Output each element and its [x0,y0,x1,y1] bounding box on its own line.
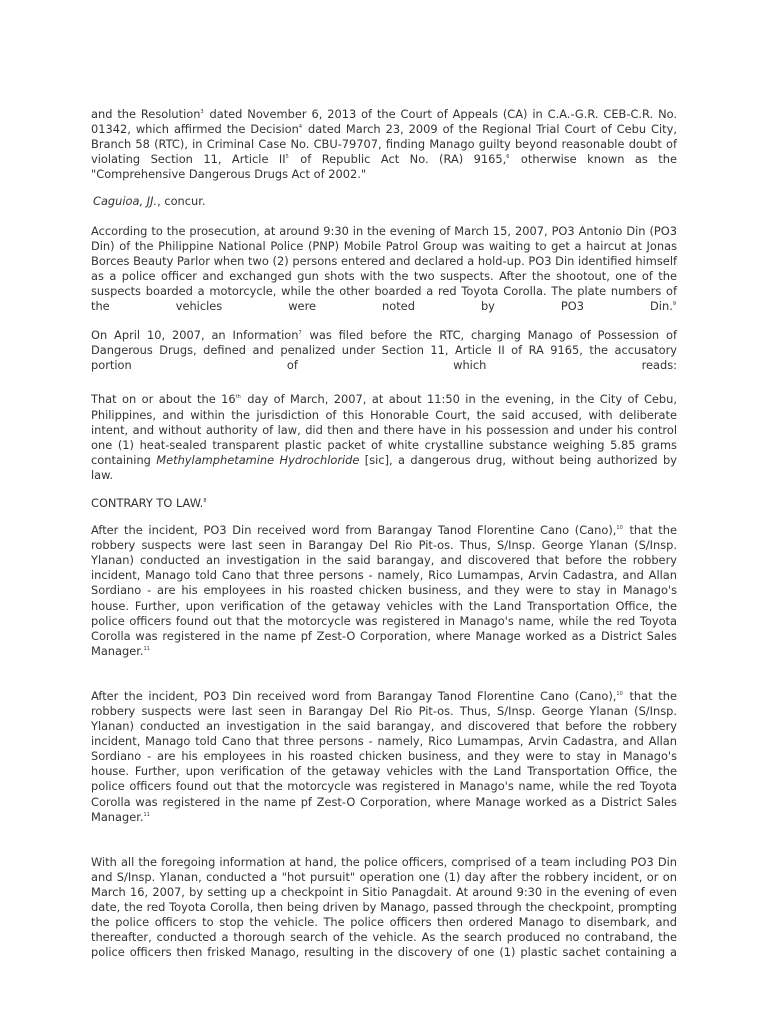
foregoing-paragraph: With all the foregoing information at hand, the police officers, comprised of a team including PO3 Din and S/Insp. Ylanan, conducted a "hot pursuit" operation one (1) day after the robbery incident, or on March 16, 2007, by setting up a checkpoint in Sitio Panagdait. At around 9:30 in the evening of even date, the red Toyota Corolla, then being driven by Manago, passed through the checkpoint, prompting the police officers to stop the vehicle. The police officers then ordered Manago to disembark, and thereafter, conducted a thorough search of the vehicle. As the search produced no contraband, the police officers then frisked Manago, resulting in the discovery of one (1) plastic sachet containing a [91,854,677,960]
incident-paragraph-repeat: After the incident, PO3 Din received word from Barangay Tanod Florentine Cano (Cano),$^{10}$ that the robbery suspects were last seen in Barangay Del Rio Pit-os. Thus, S/Insp. George Ylanan (S/Insp. Ylanan) conducted an investigation in the said barangay, and discovered that before the robbery incident, Manago told Cano that three persons - namely, Rico Lumampas, Arvin Cadastra, and Allan Sordiano - are his employees in his roasted chicken business, and they were to stay in Manago's house. Further, upon verification of the getaway vehicles with the Land Transportation Office, the police officers found out that the motorcycle was registered in Manago's name, while the red Toyota Corolla was registered in the name pf Zest-O Corporation, where Manage worked as a District Sales Manager.$^{11}$ [91,688,677,824]
footnote-ref[interactable]: 10 [616,525,623,532]
accusatory-paragraph: That on or about the 16th day of March, 2007, at about 11:50 in the evening, in the City of Cebu, Philippines, and within the jurisdiction of this Honorable Court, the said accused, with deliberate intent, and without authority of law, did then and there have in his possession and under his control one (1) heat-sealed transparent plastic packet of white crystalline substance weighing 5.85 grams containing Methylamphetamine Hydrochloride [sic], a dangerous drug, without being authorized by law. [91,392,677,482]
ordinal-suffix: th [235,394,241,401]
footnote-ref[interactable]: 11 [143,811,150,818]
document-page [91,107,677,960]
footnote-ref[interactable]: 6 [506,154,510,161]
footnote-ref[interactable]: 9 [672,301,676,308]
footnote-ref[interactable]: 8 [203,497,207,504]
intro-paragraph: and the Resolution$^3$ dated November 6, 2013 of the Court of Appeals (CA) in C.A.-G.R. CEB-C.R. No. 01342, which affirmed the Decision$^4$ dated March 23, 2009 of the Regional Trial Court of Cebu City, Branch 58 (RTC), in Criminal Case No. CBU-79707, finding Manago guilty beyond reasonable doubt of violating Section 11, Article $II^5$ of Republic Act No. (RA) 9165,$^6$ otherwise known as the "Comprehensive Dangerous Drugs Act of 2002." [91,107,678,182]
footnote-ref[interactable]: 5 [285,154,289,161]
footnote-ref[interactable]: 10 [616,690,623,697]
justice-name: Caguioa, JJ. [93,194,158,209]
drug-name: Methylamphetamine Hydrochloride [156,452,360,467]
concur-line: Caguioa, JJ., concur. [93,194,206,209]
prosecution-paragraph: According to the prosecution, at around 9:30 in the evening of March 15, 2007, PO3 Antonio Din (PO3 Din) of the Philippine National Police (PNP) Mobile Patrol Group was waiting to get a haircut at Jonas Borces Beauty Parlor when two (2) persons entered and declared a hold-up. PO3 Din identified himself as a police officer and exchanged gun shots with the two suspects. After the shootout, one of the suspects boarded a motorcycle, while the other boarded a red Toyota Corolla. The plate numbers of the vehicles were noted by PO3 Din.$^9$ [91,223,677,314]
footnote-ref[interactable]: 4 [298,124,303,131]
contrary-to-law: CONTRARY TO LAW.$^8$ [91,495,207,510]
footnote-ref[interactable]: 7 [298,330,302,337]
incident-paragraph: After the incident, PO3 Din received word from Barangay Tanod Florentine Cano (Cano),$^{10}$ that the robbery suspects were last seen in Barangay Del Rio Pit-os. Thus, S/Insp. George Ylanan (S/Insp. Ylanan) conducted an investigation in the said barangay, and discovered that before the robbery incident, Manago told Cano that three persons - namely, Rico Lumampas, Arvin Cadastra, and Allan Sordiano - are his employees in his roasted chicken business, and they were to stay in Manago's house. Further, upon verification of the getaway vehicles with the Land Transportation Office, the police officers found out that the motorcycle was registered in Manago's name, while the red Toyota Corolla was registered in the name pf Zest-O Corporation, where Manage worked as a District Sales Manager.$^{11}$ [91,523,677,658]
footnote-ref[interactable]: 11 [143,645,150,652]
footnote-ref[interactable]: 3 [200,109,204,115]
information-paragraph: On April 10, 2007, an Information$^7$ was filed before the RTC, charging Manago of Possession of Dangerous Drugs, defined and penalized under Section 11, Article II of RA 9165, the accusatory portion of which reads: [91,328,677,373]
